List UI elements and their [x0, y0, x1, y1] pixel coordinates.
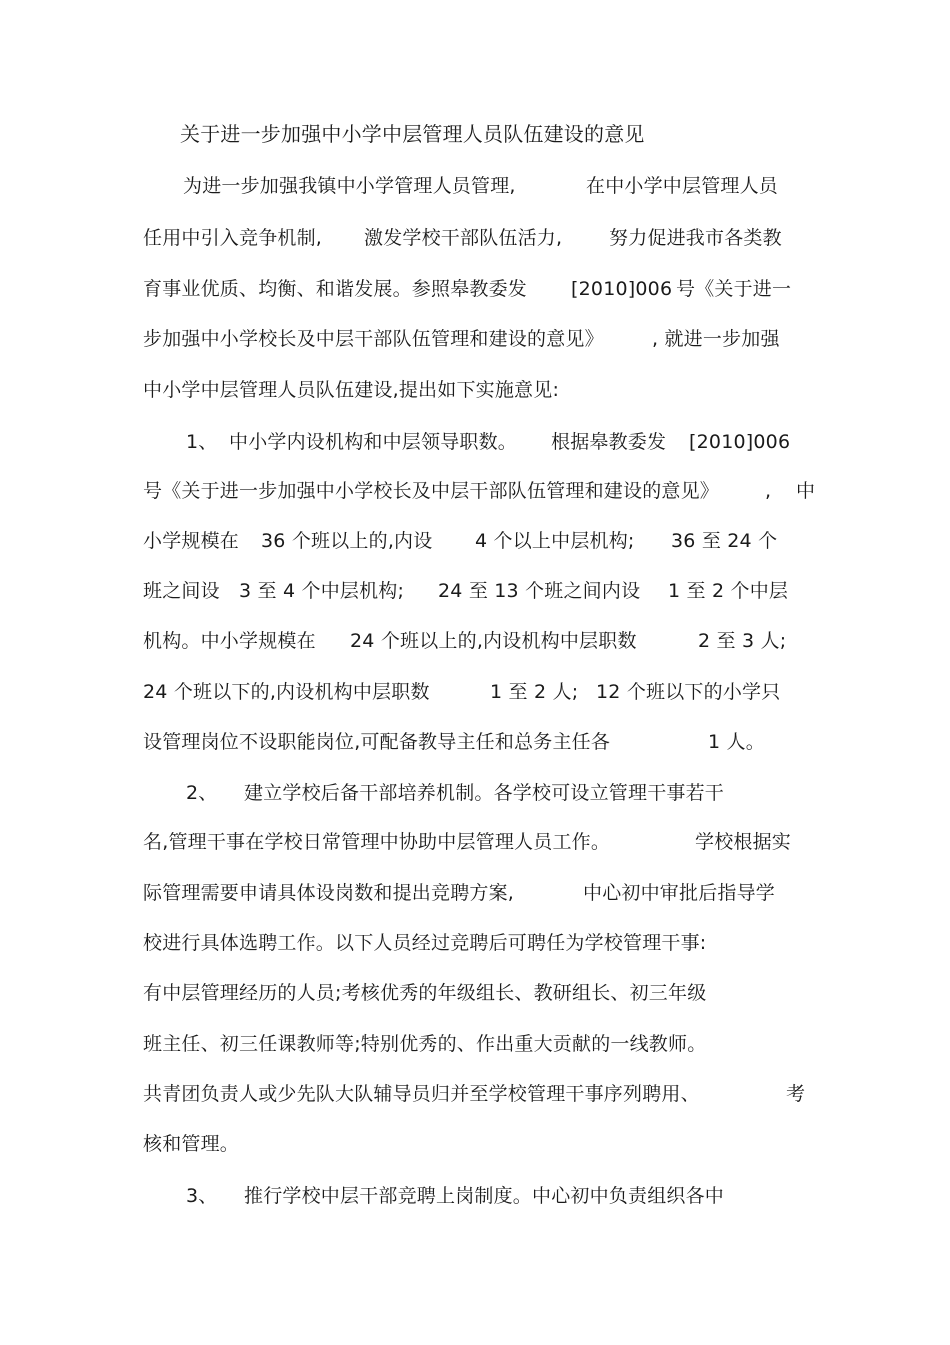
line-segment: , 就进一步加强	[652, 328, 780, 350]
paragraph-line	[0, 429, 950, 455]
line-segment: 号《关于进一	[676, 278, 792, 300]
line-segment: 4 个以上中层机构;	[475, 530, 635, 552]
paragraph-line	[0, 478, 950, 504]
paragraph-line	[0, 729, 950, 755]
paragraph-line	[0, 276, 950, 302]
title-text: 关于进一步加强中小学中层管理人员队伍建设的意见	[180, 122, 645, 146]
line-segment: 根据皋教委发	[551, 431, 667, 453]
paragraph-line	[0, 1031, 950, 1057]
line-segment: 班主任、初三任课教师等;特别优秀的、作出重大贡献的一线教师。	[143, 1033, 707, 1055]
paragraph-line	[0, 326, 950, 352]
paragraph-line	[0, 628, 950, 654]
line-segment: 号《关于进一步加强中小学校长及中层干部队伍管理和建设的意见》	[143, 480, 720, 502]
line-segment: 班之间设	[143, 580, 220, 602]
line-segment: 中小学内设机构和中层领导职数。	[229, 431, 518, 453]
line-segment: 1 至 2 个中层	[668, 580, 789, 602]
paragraph-line	[0, 173, 950, 199]
line-segment: 核和管理。	[143, 1133, 240, 1155]
paragraph-line	[0, 377, 950, 403]
line-segment: 建立学校后备干部培养机制。各学校可设立管理干事若干	[244, 782, 725, 804]
line-segment: 任用中引入竞争机制,	[143, 227, 323, 249]
paragraph-line	[0, 679, 950, 705]
line-segment: 2 至 3 人;	[698, 630, 787, 652]
line-segment: 考	[786, 1083, 806, 1105]
line-segment: 36 至 24 个	[671, 530, 778, 552]
line-segment: 步加强中小学校长及中层干部队伍管理和建设的意见》	[143, 328, 604, 350]
list-number: 1、	[186, 431, 218, 453]
paragraph-line	[0, 1183, 950, 1209]
line-segment: [2010]006	[689, 431, 791, 453]
line-segment: 24 个班以上的,内设机构中层职数	[350, 630, 637, 652]
line-segment: 共青团负责人或少先队大队辅导员归并至学校管理干事序列聘用、	[143, 1083, 700, 1105]
paragraph-line	[0, 528, 950, 554]
paragraph-line	[0, 578, 950, 604]
line-segment: 名,管理干事在学校日常管理中协助中层管理人员工作。	[143, 831, 611, 853]
line-segment: 育事业优质、均衡、和谐发展。参照皋教委发	[143, 278, 528, 300]
line-segment: 3 至 4 个中层机构;	[239, 580, 405, 602]
paragraph-line	[0, 225, 950, 251]
line-segment: 设管理岗位不设职能岗位,可配备教导主任和总务主任各	[143, 731, 611, 753]
line-segment: [2010]006	[571, 278, 673, 300]
line-segment: 激发学校干部队伍活力,	[364, 227, 563, 249]
line-segment: 1 人。	[708, 731, 765, 753]
line-segment: 中	[796, 480, 816, 502]
line-segment: 24 个班以下的,内设机构中层职数	[143, 681, 430, 703]
line-segment: ,	[765, 480, 772, 502]
paragraph-line	[0, 1131, 950, 1157]
list-number: 3、	[186, 1185, 218, 1207]
paragraph-line	[0, 880, 950, 906]
paragraph-line	[0, 780, 950, 806]
line-segment: 12 个班以下的小学只	[596, 681, 781, 703]
line-segment: 校进行具体选聘工作。以下人员经过竞聘后可聘任为学校管理干事:	[143, 932, 707, 954]
list-number: 2、	[186, 782, 218, 804]
line-segment: 36 个班以上的,内设	[261, 530, 433, 552]
line-segment: 机构。中小学规模在	[143, 630, 316, 652]
line-segment: 24 至 13 个班之间内设	[438, 580, 641, 602]
line-segment: 际管理需要申请具体设岗数和提出竞聘方案,	[143, 882, 515, 904]
line-segment: 1 至 2 人;	[490, 681, 579, 703]
line-segment: 为进一步加强我镇中小学管理人员管理,	[183, 175, 516, 197]
paragraph-line	[0, 1081, 950, 1107]
line-segment: 有中层管理经历的人员;考核优秀的年级组长、教研组长、初三年级	[143, 982, 707, 1004]
line-segment: 中小学中层管理人员队伍建设,提出如下实施意见:	[143, 379, 560, 401]
line-segment: 中心初中审批后指导学	[583, 882, 776, 904]
paragraph-line	[0, 829, 950, 855]
line-segment: 小学规模在	[143, 530, 240, 552]
line-segment: 推行学校中层干部竞聘上岗制度。中心初中负责组织各中	[244, 1185, 725, 1207]
line-segment: 在中小学中层管理人员	[586, 175, 779, 197]
line-segment: 努力促进我市各类教	[609, 227, 782, 249]
paragraph-line	[0, 930, 950, 956]
paragraph-line	[0, 980, 950, 1006]
line-segment: 学校根据实	[695, 831, 792, 853]
